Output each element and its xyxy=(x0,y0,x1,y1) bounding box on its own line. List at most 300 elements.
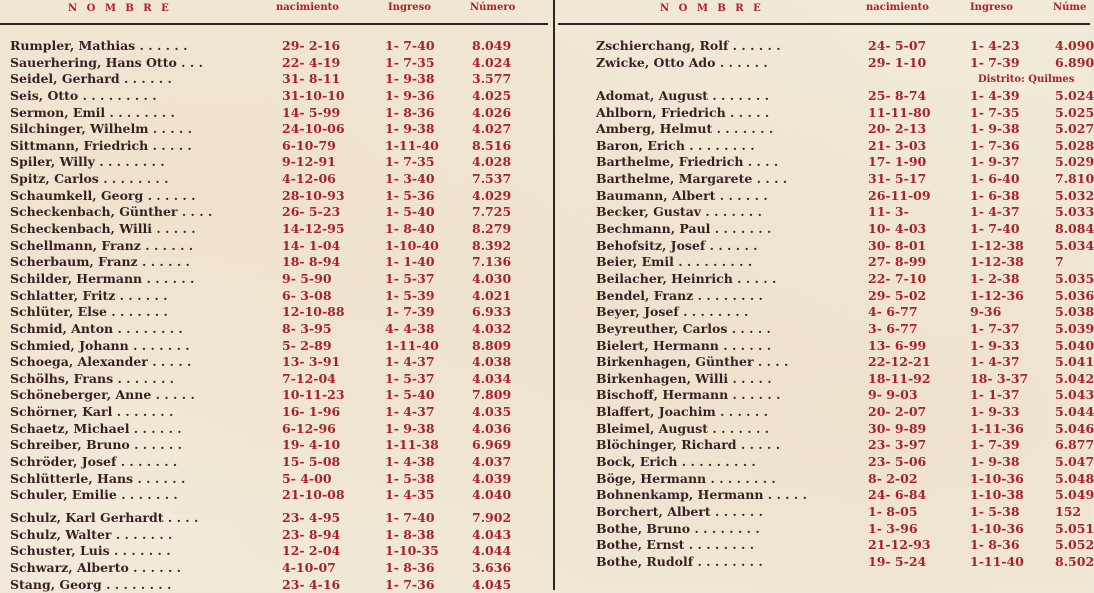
table-row xyxy=(0,527,548,544)
member-number: 5.028 xyxy=(1055,138,1094,153)
header-ingreso: Ingreso xyxy=(970,2,1013,13)
table-row xyxy=(0,404,548,421)
person-name: Sauerhering, Hans Otto . . . xyxy=(10,55,203,70)
ingreso-date: 1- 4-37 xyxy=(970,354,1020,369)
table-row xyxy=(0,271,548,288)
member-number: 7.725 xyxy=(472,204,511,219)
member-number: 7.810 xyxy=(1055,171,1094,186)
ingreso-date: 1- 8-36 xyxy=(385,560,435,575)
member-number: 7.809 xyxy=(472,387,511,402)
birth-date: 7-12-04 xyxy=(282,371,336,386)
table-row xyxy=(0,138,548,155)
left-column xyxy=(0,0,548,590)
column-divider xyxy=(553,0,555,590)
person-name: Bielert, Hermann . . . . . . xyxy=(596,338,771,353)
person-name: Scheckenbach, Willi . . . . . xyxy=(10,221,196,236)
member-number: 4.040 xyxy=(472,487,511,502)
ingreso-date: 1- 3-40 xyxy=(385,171,435,186)
member-number: 6.877 xyxy=(1055,437,1094,452)
table-row xyxy=(0,387,548,404)
person-name: Zschierchang, Rolf . . . . . . xyxy=(596,38,781,53)
birth-date: 24-10-06 xyxy=(282,121,345,136)
birth-date: 1- 3-96 xyxy=(868,521,918,536)
birth-date: 14-12-95 xyxy=(282,221,345,236)
person-name: Birkenhagen, Günther . . . . xyxy=(596,354,788,369)
table-row xyxy=(558,271,1090,288)
table-row xyxy=(558,105,1090,122)
ingreso-date: 1- 4-35 xyxy=(385,487,435,502)
person-name: Schröder, Josef . . . . . . . xyxy=(10,454,177,469)
header-nacimiento: nacimiento xyxy=(276,2,339,13)
table-row xyxy=(0,510,548,527)
table-row xyxy=(0,321,548,338)
ingreso-date: 1- 5-39 xyxy=(385,288,435,303)
member-number: 5.048 xyxy=(1055,471,1094,486)
ingreso-date: 1- 9-38 xyxy=(385,121,435,136)
table-row xyxy=(0,204,548,221)
ingreso-date: 1- 5-36 xyxy=(385,188,435,203)
ingreso-date: 1- 2-38 xyxy=(970,271,1020,286)
birth-date: 11-11-80 xyxy=(868,105,931,120)
ingreso-date: 1- 9-38 xyxy=(385,421,435,436)
header-nombre: N O M B R E xyxy=(68,3,172,14)
person-name: Schöneberger, Anne . . . . . xyxy=(10,387,195,402)
table-row xyxy=(0,171,548,188)
member-number: 5.042 xyxy=(1055,371,1094,386)
person-name: Behofsitz, Josef . . . . . . xyxy=(596,238,758,253)
table-row xyxy=(558,487,1090,504)
person-name: Scheckenbach, Günther . . . . xyxy=(10,204,212,219)
table-row xyxy=(558,338,1090,355)
birth-date: 13- 6-99 xyxy=(868,338,926,353)
table-row xyxy=(558,204,1090,221)
ingreso-date: 1- 1-40 xyxy=(385,254,435,269)
ingreso-date: 1- 5-38 xyxy=(385,471,435,486)
person-name: Bothe, Bruno . . . . . . . . xyxy=(596,521,760,536)
member-number: 4.035 xyxy=(472,404,511,419)
table-row xyxy=(0,487,548,504)
table-row xyxy=(0,288,548,305)
table-row xyxy=(0,421,548,438)
table-row xyxy=(0,55,548,72)
birth-date: 17- 1-90 xyxy=(868,154,926,169)
member-number: 5.029 xyxy=(1055,154,1094,169)
birth-date: 13- 3-91 xyxy=(282,354,340,369)
table-row xyxy=(558,437,1090,454)
member-number: 8.279 xyxy=(472,221,511,236)
member-number: 4.021 xyxy=(472,288,511,303)
birth-date: 8- 2-02 xyxy=(868,471,918,486)
member-number: 5.033 xyxy=(1055,204,1094,219)
member-number: 4.028 xyxy=(472,154,511,169)
person-name: Bechmann, Paul . . . . . . . xyxy=(596,221,771,236)
ingreso-date: 1- 4-37 xyxy=(385,354,435,369)
member-number: 7.136 xyxy=(472,254,511,269)
member-number: 5.047 xyxy=(1055,454,1094,469)
birth-date: 27- 8-99 xyxy=(868,254,926,269)
ingreso-date: 1- 7-35 xyxy=(970,105,1020,120)
member-number: 5.032 xyxy=(1055,188,1094,203)
header-rule xyxy=(558,23,1090,25)
person-name: Amberg, Helmut . . . . . . . xyxy=(596,121,773,136)
person-name: Borchert, Albert . . . . . . xyxy=(596,504,763,519)
birth-date: 9-12-91 xyxy=(282,154,336,169)
person-name: Schölhs, Frans . . . . . . . xyxy=(10,371,174,386)
person-name: Baumann, Albert . . . . . . xyxy=(596,188,768,203)
ingreso-date: 1- 9-37 xyxy=(970,154,1020,169)
table-row xyxy=(558,288,1090,305)
table-row xyxy=(558,254,1090,271)
ingreso-date: 1- 9-38 xyxy=(970,121,1020,136)
member-number: 3.577 xyxy=(472,71,511,86)
birth-date: 4-10-07 xyxy=(282,560,336,575)
person-name: Schulz, Karl Gerhardt . . . . xyxy=(10,510,198,525)
member-number: 4.024 xyxy=(472,55,511,70)
ingreso-date: 1- 8-38 xyxy=(385,527,435,542)
person-name: Bendel, Franz . . . . . . . . xyxy=(596,288,763,303)
person-name: Schulz, Walter . . . . . . . xyxy=(10,527,172,542)
table-row xyxy=(558,188,1090,205)
birth-date: 26-11-09 xyxy=(868,188,931,203)
member-number: 5.035 xyxy=(1055,271,1094,286)
person-name: Beilacher, Heinrich . . . . . xyxy=(596,271,776,286)
birth-date: 23- 8-94 xyxy=(282,527,340,542)
ingreso-date: 1-10-36 xyxy=(970,471,1024,486)
birth-date: 10-11-23 xyxy=(282,387,345,402)
table-row xyxy=(0,121,548,138)
birth-date: 14- 1-04 xyxy=(282,238,340,253)
table-row xyxy=(558,554,1090,571)
header-ingreso: Ingreso xyxy=(388,2,431,13)
birth-date: 29- 5-02 xyxy=(868,288,926,303)
person-name: Schlüter, Else . . . . . . . xyxy=(10,304,168,319)
member-number: 7 xyxy=(1055,254,1064,269)
member-number: 4.032 xyxy=(472,321,511,336)
birth-date: 21- 3-03 xyxy=(868,138,926,153)
ingreso-date: 1- 9-33 xyxy=(970,404,1020,419)
person-name: Schlütterle, Hans . . . . . . xyxy=(10,471,185,486)
birth-date: 23- 4-16 xyxy=(282,577,340,592)
person-name: Schörner, Karl . . . . . . . xyxy=(10,404,173,419)
header-numero: Núme xyxy=(1053,2,1086,13)
birth-date: 23- 5-06 xyxy=(868,454,926,469)
person-name: Seis, Otto . . . . . . . . . xyxy=(10,88,157,103)
ingreso-date: 1-12-38 xyxy=(970,254,1024,269)
header-nombre: N O M B R E xyxy=(660,3,764,14)
table-row xyxy=(0,338,548,355)
district-heading xyxy=(558,71,1090,88)
ingreso-date: 1- 8-36 xyxy=(385,105,435,120)
person-name: Adomat, August . . . . . . . xyxy=(596,88,769,103)
member-number: 4.034 xyxy=(472,371,511,386)
table-row xyxy=(558,471,1090,488)
ingreso-date: 1- 4-39 xyxy=(970,88,1020,103)
ingreso-date: 1-10-40 xyxy=(385,238,439,253)
birth-date: 20- 2-13 xyxy=(868,121,926,136)
birth-date: 10- 4-03 xyxy=(868,221,926,236)
ingreso-date: 1- 7-35 xyxy=(385,55,435,70)
ingreso-date: 4- 4-38 xyxy=(385,321,435,336)
member-number: 5.025 xyxy=(1055,105,1094,120)
table-row xyxy=(0,371,548,388)
table-row xyxy=(0,543,548,560)
birth-date: 30- 9-89 xyxy=(868,421,926,436)
table-row xyxy=(0,105,548,122)
member-number: 6.969 xyxy=(472,437,511,452)
person-name: Zwicke, Otto Ado . . . . . . xyxy=(596,55,768,70)
member-number: 8.516 xyxy=(472,138,511,153)
table-row xyxy=(0,254,548,271)
ingreso-date: 1- 5-37 xyxy=(385,371,435,386)
table-row xyxy=(558,171,1090,188)
table-row xyxy=(558,354,1090,371)
ingreso-date: 1- 9-36 xyxy=(385,88,435,103)
member-number: 5.044 xyxy=(1055,404,1094,419)
ingreso-date: 1- 4-37 xyxy=(385,404,435,419)
ingreso-date: 1-10-36 xyxy=(970,521,1024,536)
table-row xyxy=(0,71,548,88)
birth-date: 9- 9-03 xyxy=(868,387,918,402)
ingreso-date: 1- 4-38 xyxy=(385,454,435,469)
birth-date: 24- 5-07 xyxy=(868,38,926,53)
person-name: Baron, Erich . . . . . . . . xyxy=(596,138,755,153)
ingreso-date: 1- 7-36 xyxy=(970,138,1020,153)
ingreso-date: 1-10-38 xyxy=(970,487,1024,502)
table-row xyxy=(558,537,1090,554)
birth-date: 31- 5-17 xyxy=(868,171,926,186)
person-name: Schreiber, Bruno . . . . . . xyxy=(10,437,182,452)
ingreso-date: 1- 8-40 xyxy=(385,221,435,236)
person-name: Silchinger, Wilhelm . . . . . xyxy=(10,121,192,136)
member-number: 4.090 xyxy=(1055,38,1094,53)
birth-date: 4- 6-77 xyxy=(868,304,918,319)
birth-date: 19- 4-10 xyxy=(282,437,340,452)
person-name: Sittmann, Friedrich . . . . . xyxy=(10,138,192,153)
birth-date: 23- 4-95 xyxy=(282,510,340,525)
left-header xyxy=(0,0,548,24)
member-number: 4.038 xyxy=(472,354,511,369)
birth-date: 31- 8-11 xyxy=(282,71,340,86)
table-row xyxy=(0,577,548,593)
birth-date: 20- 2-07 xyxy=(868,404,926,419)
member-number: 4.036 xyxy=(472,421,511,436)
ingreso-date: 1-11-40 xyxy=(385,138,439,153)
table-row xyxy=(0,354,548,371)
member-number: 6.933 xyxy=(472,304,511,319)
ingreso-date: 1- 7-39 xyxy=(385,304,435,319)
birth-date: 25- 8-74 xyxy=(868,88,926,103)
ingreso-date: 1- 9-38 xyxy=(970,454,1020,469)
ingreso-date: 1- 6-40 xyxy=(970,171,1020,186)
person-name: Seidel, Gerhard . . . . . . xyxy=(10,71,172,86)
person-name: Beyreuther, Carlos . . . . . xyxy=(596,321,771,336)
birth-date: 24- 6-84 xyxy=(868,487,926,502)
table-row xyxy=(0,304,548,321)
member-number: 4.044 xyxy=(472,543,511,558)
table-row xyxy=(558,55,1090,72)
right-column xyxy=(558,0,1090,590)
ingreso-date: 1- 9-38 xyxy=(385,71,435,86)
ingreso-date: 1- 7-39 xyxy=(970,437,1020,452)
birth-date: 30- 8-01 xyxy=(868,238,926,253)
table-row xyxy=(558,504,1090,521)
table-row xyxy=(558,221,1090,238)
member-number: 4.026 xyxy=(472,105,511,120)
table-row xyxy=(0,221,548,238)
person-name: Bothe, Rudolf . . . . . . . . xyxy=(596,554,763,569)
table-row xyxy=(558,38,1090,55)
member-number: 7.537 xyxy=(472,171,511,186)
birth-date: 9- 5-90 xyxy=(282,271,332,286)
ingreso-date: 1- 7-40 xyxy=(970,221,1020,236)
member-number: 6.890 xyxy=(1055,55,1094,70)
person-name: Bothe, Ernst . . . . . . . . xyxy=(596,537,754,552)
person-name: Bleimel, August . . . . . . . xyxy=(596,421,769,436)
person-name: Spitz, Carlos . . . . . . . . xyxy=(10,171,168,186)
member-number: 7.902 xyxy=(472,510,511,525)
table-row xyxy=(0,238,548,255)
person-name: Bock, Erich . . . . . . . . . xyxy=(596,454,756,469)
ingreso-date: 1- 5-38 xyxy=(970,504,1020,519)
table-row xyxy=(558,521,1090,538)
birth-date: 5- 2-89 xyxy=(282,338,332,353)
ingreso-date: 1- 5-37 xyxy=(385,271,435,286)
birth-date: 21-10-08 xyxy=(282,487,345,502)
member-number: 5.024 xyxy=(1055,88,1094,103)
person-name: Schmid, Anton . . . . . . . . xyxy=(10,321,183,336)
table-row xyxy=(0,38,548,55)
ingreso-date: 1- 4-37 xyxy=(970,204,1020,219)
header-rule xyxy=(0,23,548,25)
person-name: Böge, Hermann . . . . . . . . xyxy=(596,471,776,486)
birth-date: 1- 8-05 xyxy=(868,504,918,519)
member-number: 4.043 xyxy=(472,527,511,542)
member-number: 5.036 xyxy=(1055,288,1094,303)
member-number: 4.025 xyxy=(472,88,511,103)
ingreso-date: 9-36 xyxy=(970,304,1001,319)
birth-date: 12- 2-04 xyxy=(282,543,340,558)
member-number: 8.392 xyxy=(472,238,511,253)
birth-date: 29- 2-16 xyxy=(282,38,340,53)
table-row xyxy=(558,421,1090,438)
ingreso-date: 1- 7-40 xyxy=(385,510,435,525)
table-row xyxy=(558,304,1090,321)
table-row xyxy=(0,188,548,205)
table-row xyxy=(0,471,548,488)
ingreso-date: 1-12-36 xyxy=(970,288,1024,303)
ingreso-date: 1- 7-37 xyxy=(970,321,1020,336)
birth-date: 22- 7-10 xyxy=(868,271,926,286)
member-number: 8.084 xyxy=(1055,221,1094,236)
member-number: 3.636 xyxy=(472,560,511,575)
member-number: 8.049 xyxy=(472,38,511,53)
ingreso-date: 1-10-35 xyxy=(385,543,439,558)
birth-date: 14- 5-99 xyxy=(282,105,340,120)
birth-date: 6-10-79 xyxy=(282,138,336,153)
person-name: Spiler, Willy . . . . . . . . xyxy=(10,154,165,169)
member-number: 5.043 xyxy=(1055,387,1094,402)
ingreso-date: 1-12-38 xyxy=(970,238,1024,253)
ingreso-date: 1-11-36 xyxy=(970,421,1024,436)
table-row xyxy=(558,454,1090,471)
birth-date: 3- 6-77 xyxy=(868,321,918,336)
ingreso-date: 1-11-40 xyxy=(385,338,439,353)
ingreso-date: 1- 7-36 xyxy=(385,577,435,592)
person-name: Barthelme, Friedrich . . . . xyxy=(596,154,778,169)
person-name: Becker, Gustav . . . . . . . xyxy=(596,204,762,219)
person-name: Schuster, Luis . . . . . . . xyxy=(10,543,171,558)
ingreso-date: 1- 4-23 xyxy=(970,38,1020,53)
left-table xyxy=(0,38,548,593)
table-row xyxy=(0,437,548,454)
member-number: 5.039 xyxy=(1055,321,1094,336)
ingreso-date: 1-11-40 xyxy=(970,554,1024,569)
member-number: 5.027 xyxy=(1055,121,1094,136)
table-row xyxy=(0,454,548,471)
member-number: 4.029 xyxy=(472,188,511,203)
ingreso-date: 1-11-38 xyxy=(385,437,439,452)
ingreso-date: 1- 1-37 xyxy=(970,387,1020,402)
person-name: Schwarz, Alberto . . . . . . xyxy=(10,560,181,575)
member-number: 8.502 xyxy=(1055,554,1094,569)
birth-date: 12-10-88 xyxy=(282,304,345,319)
member-number: 4.037 xyxy=(472,454,511,469)
person-name: Sermon, Emil . . . . . . . . xyxy=(10,105,175,120)
birth-date: 22- 4-19 xyxy=(282,55,340,70)
ingreso-date: 1- 7-39 xyxy=(970,55,1020,70)
ingreso-date: 1- 7-40 xyxy=(385,38,435,53)
birth-date: 8- 3-95 xyxy=(282,321,332,336)
birth-date: 5- 4-00 xyxy=(282,471,332,486)
table-row xyxy=(558,371,1090,388)
ingreso-date: 1- 5-40 xyxy=(385,387,435,402)
birth-date: 6-12-96 xyxy=(282,421,336,436)
member-number: 5.046 xyxy=(1055,421,1094,436)
birth-date: 4-12-06 xyxy=(282,171,336,186)
right-table xyxy=(558,38,1090,571)
person-name: Blöchinger, Richard . . . . . xyxy=(596,437,780,452)
person-name: Schellmann, Franz . . . . . . xyxy=(10,238,193,253)
table-row xyxy=(558,88,1090,105)
table-row xyxy=(558,121,1090,138)
member-number: 5.034 xyxy=(1055,238,1094,253)
ingreso-date: 1- 9-33 xyxy=(970,338,1020,353)
birth-date: 16- 1-96 xyxy=(282,404,340,419)
table-row xyxy=(558,154,1090,171)
birth-date: 6- 3-08 xyxy=(282,288,332,303)
birth-date: 29- 1-10 xyxy=(868,55,926,70)
person-name: Barthelme, Margarete . . . . xyxy=(596,171,787,186)
member-number: 5.040 xyxy=(1055,338,1094,353)
person-name: Stang, Georg . . . . . . . . xyxy=(10,577,171,592)
member-number: 4.030 xyxy=(472,271,511,286)
district-label: Distrito: Quilmes xyxy=(978,74,1074,85)
birth-date: 28-10-93 xyxy=(282,188,345,203)
birth-date: 18- 8-94 xyxy=(282,254,340,269)
table-row xyxy=(0,560,548,577)
table-row xyxy=(558,387,1090,404)
member-number: 152 xyxy=(1055,504,1081,519)
member-number: 5.051 xyxy=(1055,521,1094,536)
member-number: 4.045 xyxy=(472,577,511,592)
ingreso-date: 1- 8-36 xyxy=(970,537,1020,552)
person-name: Scherbaum, Franz . . . . . . xyxy=(10,254,190,269)
person-name: Schilder, Hermann . . . . . . xyxy=(10,271,194,286)
header-numero: Número xyxy=(470,2,515,13)
table-row xyxy=(558,404,1090,421)
birth-date: 31-10-10 xyxy=(282,88,345,103)
member-number: 4.027 xyxy=(472,121,511,136)
